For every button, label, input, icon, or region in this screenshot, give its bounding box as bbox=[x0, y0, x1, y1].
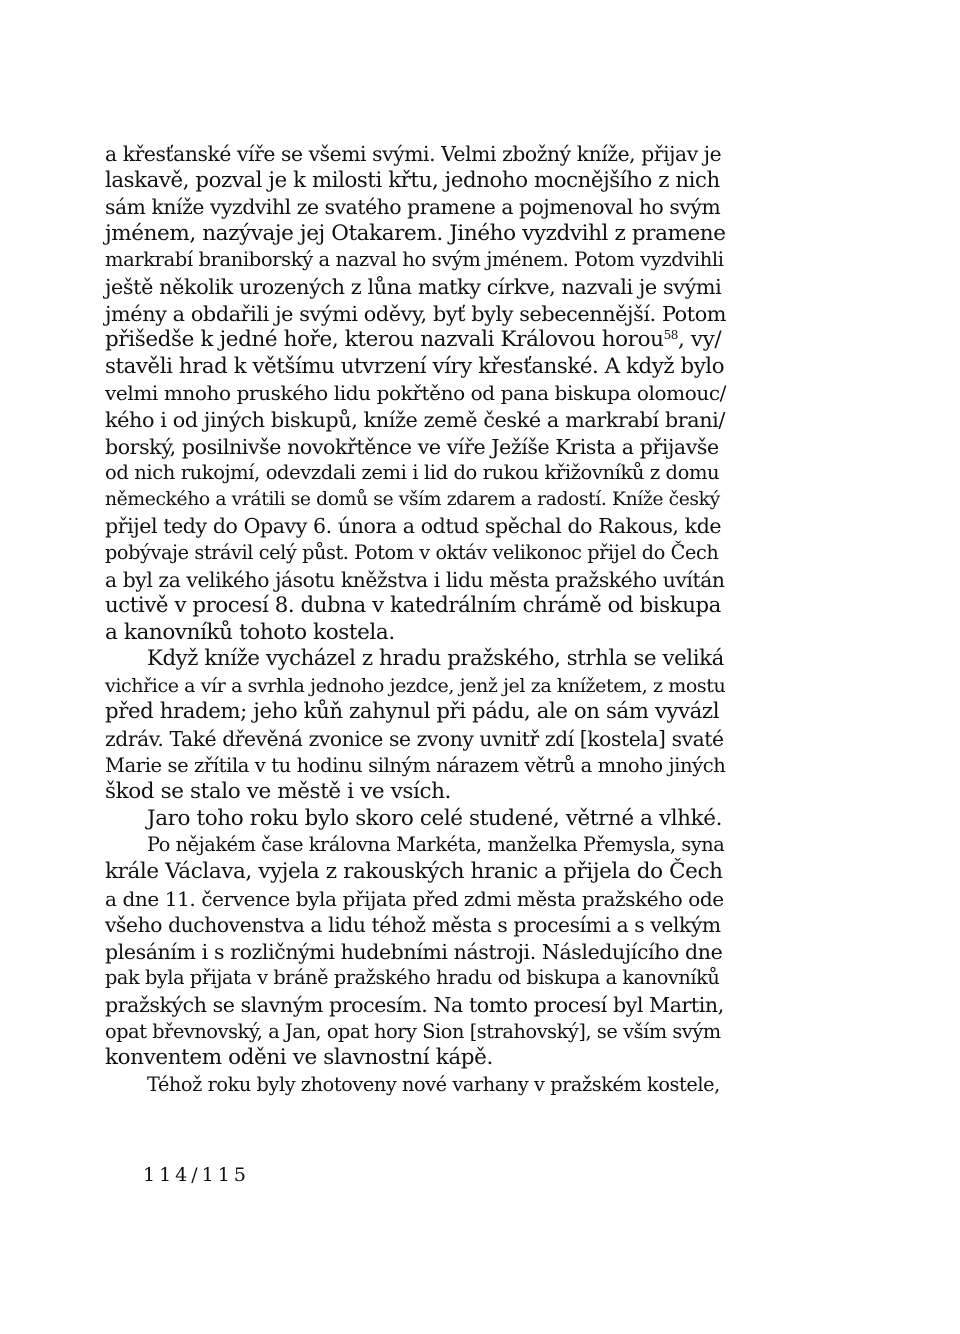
text-line bbox=[105, 301, 725, 328]
text-line-content: pobývaje strávil celý půst. Potom v oktáv velikonoc přijel do Čech bbox=[105, 540, 719, 564]
text-line bbox=[105, 620, 725, 647]
text-line bbox=[105, 965, 725, 992]
text-line bbox=[105, 487, 725, 514]
text-line-content: vichřice a vír a svrhla jednoho jezdce, jenž jel za knížetem, z mostu bbox=[105, 674, 726, 697]
text-line bbox=[105, 886, 725, 913]
text-line-content: přišedše k jedné hoře, kterou nazvali Královou horou bbox=[105, 327, 664, 353]
text-line bbox=[105, 1045, 725, 1072]
text-line bbox=[105, 327, 725, 354]
text-line-content: stavěli hrad k většímu utvrzení víry křesťanské. A když bylo bbox=[105, 353, 725, 379]
text-line-content: německého a vrátili se domů se vším zdarem a radostí. Kníže český bbox=[105, 488, 720, 510]
text-line-content: sám kníže vyzdvihl ze svatého pramene a pojmenoval ho svým bbox=[105, 195, 721, 220]
text-line-content: a křesťanské víře se všemi svými. Velmi zbožný kníže, přijav je bbox=[105, 142, 722, 166]
text-line-content: krále Václava, vyjela z rakouských hranic a přijela do Čech bbox=[105, 859, 723, 885]
text-line-content: pak byla přijata v bráně pražského hradu od biskupa a kanovníků bbox=[105, 966, 720, 990]
text-line bbox=[105, 513, 725, 540]
text-line bbox=[105, 912, 725, 939]
text-line bbox=[105, 1072, 725, 1099]
text-line bbox=[105, 434, 725, 461]
text-line bbox=[105, 1019, 725, 1046]
text-line-continuation: , vy/ bbox=[678, 327, 722, 353]
text-line-content: Jaro toho roku bylo skoro celé studené, větrné a vlhké. bbox=[147, 805, 723, 831]
text-line bbox=[105, 779, 725, 806]
text-line-content: borský, posilnivše novokřtěnce ve víře Ježíše Krista a přijavše bbox=[105, 434, 719, 459]
text-line bbox=[105, 753, 725, 780]
text-line bbox=[105, 194, 725, 221]
text-line-content: markrabí braniborský a nazval ho svým jménem. Potom vyzdvihli bbox=[105, 248, 724, 272]
text-line-content: Když kníže vycházel z hradu pražského, strhla se veliká bbox=[147, 646, 724, 672]
text-line-content: plesáním i s rozličnými hudebními nástroji. Následujícího dne bbox=[105, 939, 723, 964]
text-line-content: kého i od jiných biskupů, kníže země české a markrabí brani/ bbox=[105, 407, 726, 432]
text-line bbox=[105, 832, 725, 859]
page-number: 114/115 bbox=[143, 1164, 250, 1186]
text-line-content: přijel tedy do Opavy 6. února a odtud spěchal do Rakous, kde bbox=[105, 514, 722, 539]
text-line-content: jménem, nazývaje jej Otakarem. Jiného vyzdvihl z pramene bbox=[105, 220, 726, 246]
text-line-content: ještě několik urozených z lůna matky církve, nazvali je svými bbox=[105, 274, 722, 299]
text-line bbox=[105, 806, 725, 833]
text-line bbox=[105, 726, 725, 753]
text-line bbox=[105, 407, 725, 434]
text-line-content: před hradem; jeho kůň zahynul při pádu, ale on sám vyvázl bbox=[105, 699, 720, 725]
text-line bbox=[105, 939, 725, 966]
text-line bbox=[105, 699, 725, 726]
text-line-content: všeho duchovenstva a lidu téhož města s procesími a s velkým bbox=[105, 913, 721, 938]
text-line bbox=[105, 859, 725, 886]
text-line bbox=[105, 274, 725, 301]
text-line bbox=[105, 354, 725, 381]
text-line-content: jmény a obdařili je svými oděvy, byť byly sebecennější. Potom bbox=[105, 301, 727, 326]
text-line-content: zdráv. Také dřevěná zvonice se zvony uvnitř zdí [kostela] svaté bbox=[105, 727, 724, 752]
text-line bbox=[105, 540, 725, 567]
text-line-content: od nich rukojmí, odevzdali zemi i lid do rukou křižovníků z domu bbox=[105, 461, 720, 485]
text-line-content: laskavě, pozval je k milosti křtu, jednoho mocnějšího z nich bbox=[105, 167, 720, 193]
text-line bbox=[105, 567, 725, 594]
text-line bbox=[105, 460, 725, 487]
text-line-content: a dne 11. července byla přijata před zdmi města pražského ode bbox=[105, 886, 724, 911]
text-line bbox=[105, 992, 725, 1019]
text-line bbox=[105, 380, 725, 407]
footnote-reference: 58 bbox=[663, 327, 679, 342]
text-line-content: Marie se zřítila v tu hodinu silným nárazem větrů a mnoho jiných bbox=[105, 753, 726, 777]
page-body-text bbox=[105, 141, 725, 1098]
text-line-content: opat břevnovský, a Jan, opat hory Sion [strahovský], se vším svým bbox=[105, 1019, 721, 1043]
text-line-content: uctivě v procesí 8. dubna v katedrálním chrámě od biskupa bbox=[105, 593, 721, 619]
text-line bbox=[105, 646, 725, 673]
text-line-content: pražských se slavným procesím. Na tomto procesí byl Martin, bbox=[105, 993, 724, 1017]
text-line bbox=[105, 593, 725, 620]
text-line bbox=[105, 673, 725, 700]
text-line-content: konventem oděni ve slavnostní kápě. bbox=[105, 1045, 493, 1071]
text-line-content: velmi mnoho pruského lidu pokřtěno od pana biskupa olomouc/ bbox=[105, 381, 727, 406]
text-line bbox=[105, 168, 725, 195]
text-line-content: Po nějakém čase královna Markéta, manželka Přemysla, syna bbox=[147, 833, 725, 857]
text-line-content: a byl za velikého jásotu kněžstva i lidu města pražského uvítán bbox=[105, 567, 725, 592]
text-line-content: škod se stalo ve městě i ve vsích. bbox=[105, 779, 451, 805]
text-line bbox=[105, 221, 725, 248]
text-line bbox=[105, 247, 725, 274]
text-line-content: Téhož roku byly zhotoveny nové varhany v pražském kostele, bbox=[147, 1072, 720, 1096]
text-line-content: a kanovníků tohoto kostela. bbox=[105, 619, 395, 645]
text-line bbox=[105, 141, 725, 168]
